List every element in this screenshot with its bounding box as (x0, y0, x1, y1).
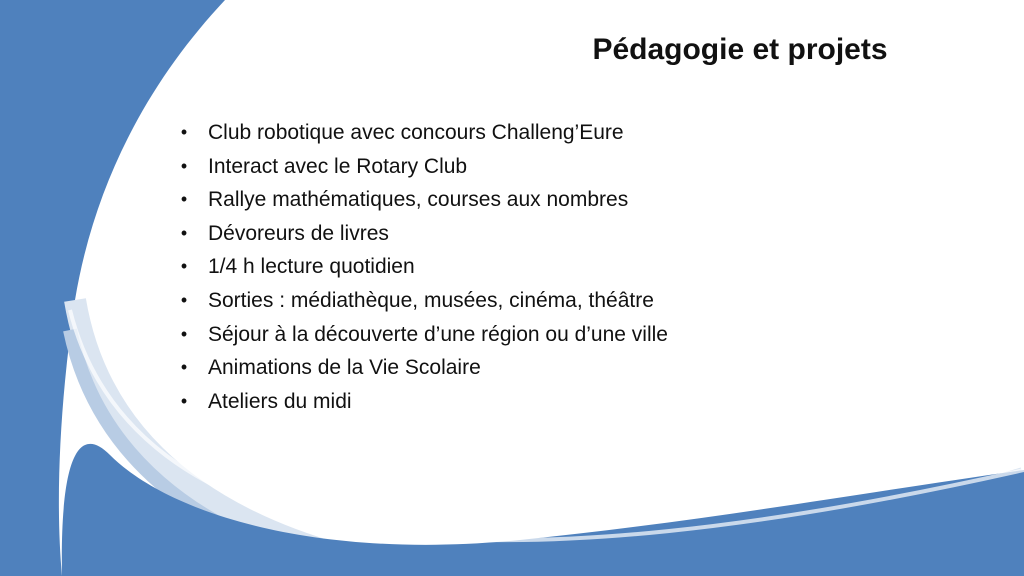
bullet-dot-icon: • (180, 189, 188, 210)
bullet-item (178, 250, 668, 284)
bullet-dot-icon: • (180, 357, 188, 378)
bullet-text: Ateliers du midi (208, 389, 352, 413)
bullet-item (178, 318, 668, 352)
bullet-text: Dévoreurs de livres (208, 221, 389, 245)
bullet-dot-icon: • (180, 155, 188, 176)
bullet-dot-icon: • (180, 222, 188, 243)
bullet-text: Animations de la Vie Scolaire (208, 356, 481, 380)
bullet-dot-icon: • (180, 390, 188, 411)
bullet-dot-icon: • (180, 289, 188, 310)
bullet-text: Club robotique avec concours Challeng’Eure (208, 121, 624, 144)
bullet-item (178, 183, 668, 217)
bullet-text: Rallye mathématiques, courses aux nombres (208, 188, 629, 212)
bullet-item (178, 116, 668, 150)
bullet-text: Interact avec le Rotary Club (208, 154, 468, 178)
bullet-text: 1/4 h lecture quotidien (208, 255, 415, 279)
slide-title: Pédagogie et projets (592, 33, 888, 66)
bullet-text: Sorties : médiathèque, musées, cinéma, théâtre (208, 288, 654, 312)
bullet-item (178, 150, 668, 184)
bullet-item (178, 385, 668, 419)
bullet-item (178, 217, 668, 251)
bullet-dot-icon: • (180, 122, 188, 142)
bullet-item (178, 284, 668, 318)
bullet-item (178, 351, 668, 385)
bullet-dot-icon: • (180, 256, 188, 277)
bullet-dot-icon: • (180, 323, 188, 344)
bullet-text: Séjour à la découverte d’une région ou d’une ville (208, 322, 668, 346)
bullet-list (178, 116, 668, 418)
